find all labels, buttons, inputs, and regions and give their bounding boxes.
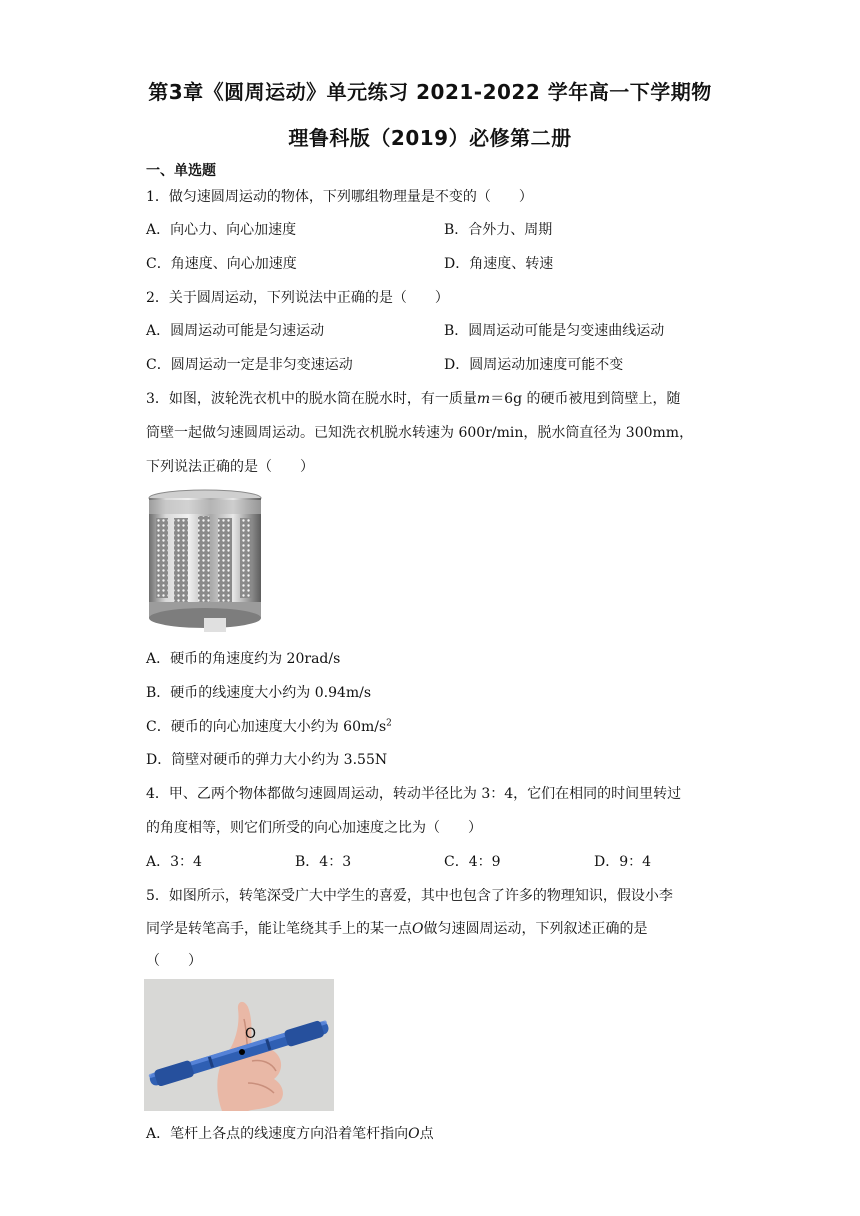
question-3-stem-a: 3．如图，波轮洗衣机中的脱水筒在脱水时，有一质量 — [146, 391, 477, 407]
question-5-stem-line3: （ ） — [146, 953, 202, 969]
question-3-option-d: D．筒壁对硬币的弹力大小约为 3.55N — [146, 752, 388, 768]
question-3-stem-b: ＝6g 的硬币被甩到筒壁上，随 — [490, 391, 681, 407]
question-2-option-d: D．圆周运动加速度可能不变 — [444, 357, 624, 373]
point-o-symbol: O — [412, 921, 424, 937]
point-o-symbol-option: O — [408, 1126, 420, 1142]
question-4-option-d: D．9：4 — [594, 854, 652, 870]
question-2-option-a: A．圆周运动可能是匀速运动 — [146, 323, 325, 339]
question-5-option-a — [146, 1123, 434, 1143]
question-1-stem: 1．做匀速圆周运动的物体，下列哪组物理量是不变的（ ） — [146, 189, 533, 205]
question-1-option-d: D．角速度、转速 — [444, 256, 554, 272]
page-title-line2: 理鲁科版（2019）必修第二册 — [288, 126, 572, 150]
question-4-stem-line2: 的角度相等，则它们所受的向心加速度之比为（ ） — [146, 820, 482, 836]
question-4-option-b: B．4：3 — [295, 854, 352, 870]
question-1-option-b: B．合外力、周期 — [444, 222, 553, 238]
question-2-option-b: B．圆周运动可能是匀变速曲线运动 — [444, 323, 665, 339]
question-1-option-a: A．向心力、向心加速度 — [146, 222, 297, 238]
question-3-option-a: A．硬币的角速度约为 20rad/s — [146, 651, 341, 667]
section-heading: 一、单选题 — [146, 163, 216, 179]
question-4-option-c: C．4：9 — [444, 854, 501, 870]
question-2-option-c: C．圆周运动一定是非匀变速运动 — [146, 357, 353, 373]
mass-symbol: m — [476, 391, 491, 407]
question-1-option-c: C．角速度、向心加速度 — [146, 256, 297, 272]
question-4-stem-line1: 4．甲、乙两个物体都做匀速圆周运动，转动半径比为 3：4，它们在相同的时间里转过 — [146, 786, 682, 802]
page-title-line1: 第3章《圆周运动》单元练习 2021-2022 学年高一下学期物 — [148, 80, 712, 104]
question-2-stem: 2．关于圆周运动，下列说法中正确的是（ ） — [146, 290, 449, 306]
pen-spinning-image — [144, 979, 334, 1111]
question-5-option-a-end: 点 — [419, 1126, 434, 1142]
question-5-stem-b: 做匀速圆周运动，下列叙述正确的是 — [423, 921, 648, 937]
question-5-stem-line2 — [146, 918, 647, 938]
question-3-stem-line2: 筒壁一起做匀速圆周运动。已知洗衣机脱水转速为 600r/min，脱水筒直径为 300mm， — [146, 425, 694, 441]
question-3-option-c-text: C．硬币的向心加速度大小约为 60m/s — [146, 719, 387, 735]
squared-superscript: 2 — [386, 718, 392, 729]
question-4-option-a: A．3：4 — [146, 854, 202, 870]
question-5-stem-line1: 5．如图所示，转笔深受广大中学生的喜爱，其中也包含了许多的物理知识，假设小李 — [146, 888, 673, 904]
question-3-stem-line1 — [146, 388, 681, 408]
question-3-stem-line3: 下列说法正确的是（ ） — [146, 459, 314, 475]
question-5-option-a-text: A．笔杆上各点的线速度方向沿着笔杆指向 — [146, 1126, 409, 1142]
question-3-option-c — [146, 716, 392, 736]
question-5-stem-a: 同学是转笔高手，能让笔绕其手上的某一点 — [146, 921, 412, 937]
question-3-option-b: B．硬币的线速度大小约为 0.94m/s — [146, 685, 372, 701]
point-o-label: O — [245, 1026, 257, 1042]
spin-drum-image — [146, 488, 264, 634]
